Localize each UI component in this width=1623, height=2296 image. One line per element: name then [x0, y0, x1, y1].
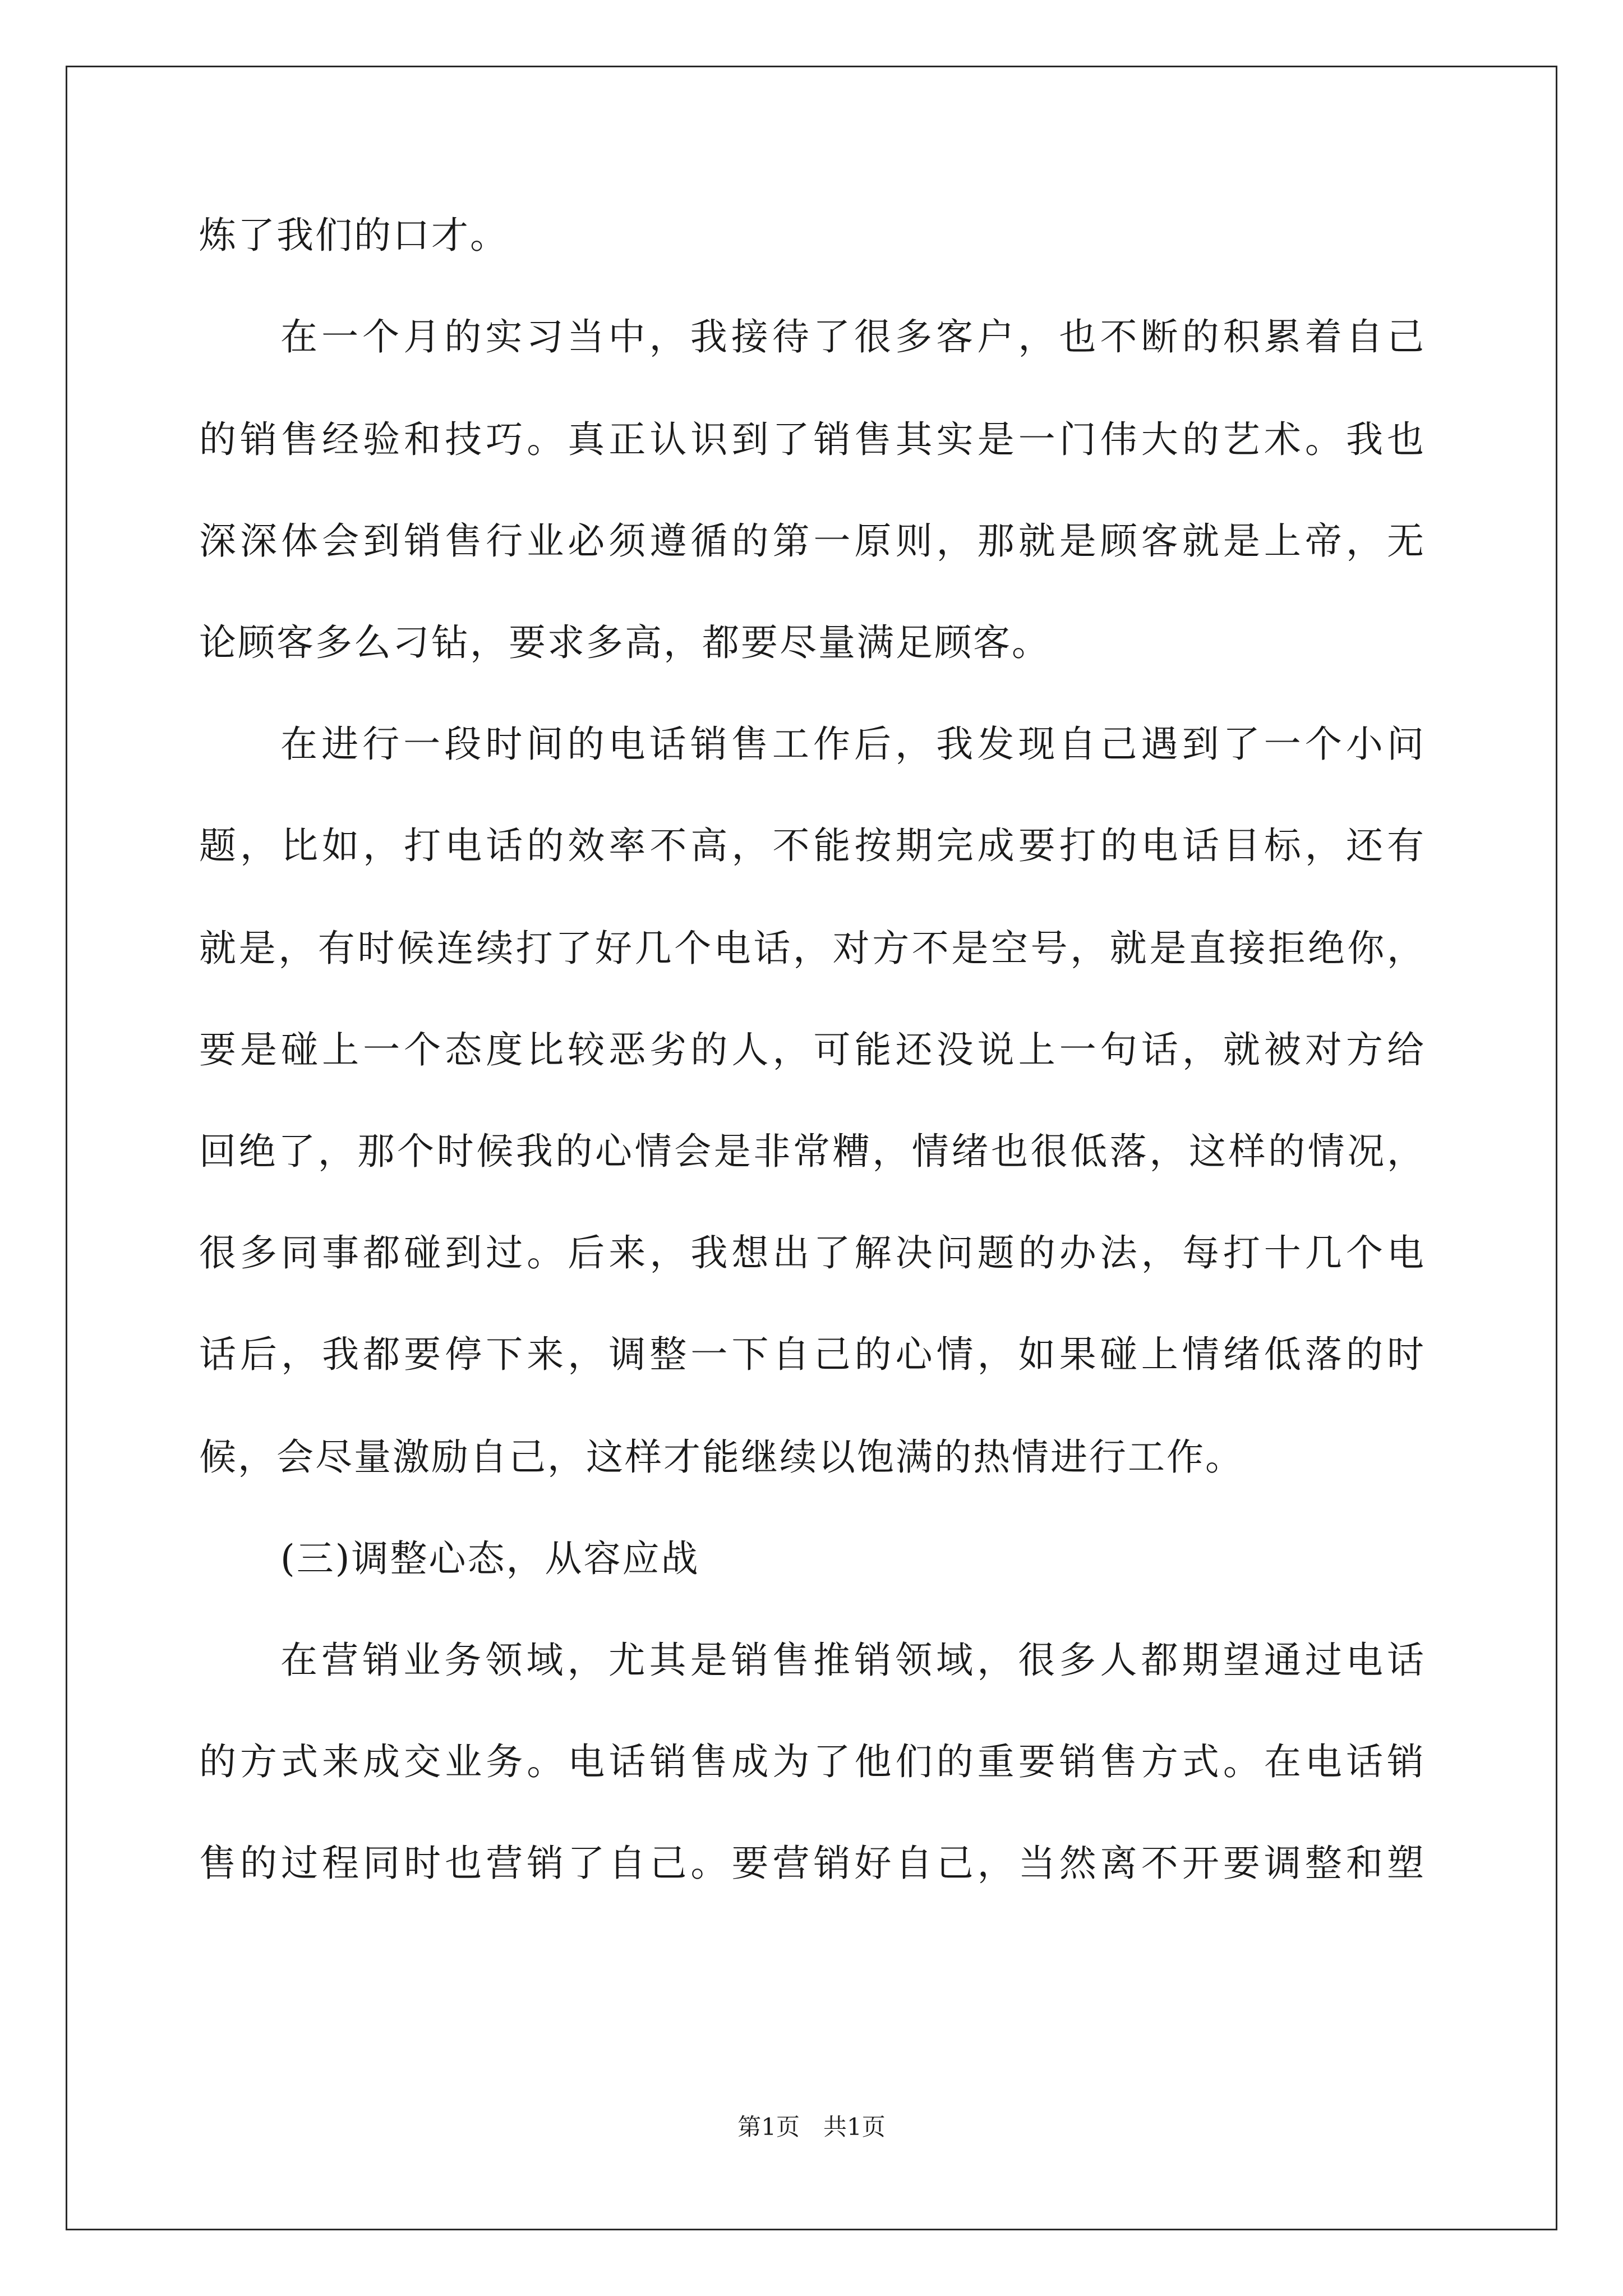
paragraph-start-line: 在营销业务领域，尤其是销售推销领域，很多人都期望通过电话 — [280, 1639, 1424, 1682]
paragraph-start-line: 在进行一段时间的电话销售工作后，我发现自己遇到了一个小问 — [280, 723, 1424, 766]
text-line: 深深体会到销售行业必须遵循的第一原则，那就是顾客就是上帝，无 — [199, 519, 1424, 563]
text-line: 候，会尽量激励自己，这样才能继续以饱满的热情进行工作。 — [199, 1435, 1244, 1479]
text-line: 要是碰上一个态度比较恶劣的人，可能还没说上一句话，就被对方给 — [199, 1028, 1424, 1071]
page-number-footer: 第1页 共1页 — [737, 2113, 886, 2141]
text-line: 售的过程同时也营销了自己。要营销好自己，当然离不开要调整和塑 — [199, 1842, 1424, 1885]
text-line: 的销售经验和技巧。真正认识到了销售其实是一门伟大的艺术。我也 — [199, 418, 1424, 461]
text-line: 回绝了，那个时候我的心情会是非常糟，情绪也很低落，这样的情况， — [199, 1130, 1424, 1173]
text-line: 就是，有时候连续打了好几个电话，对方不是空号，就是直接拒绝你， — [199, 927, 1424, 970]
text-line: 题，比如，打电话的效率不高，不能按期完成要打的电话目标，还有 — [199, 824, 1424, 867]
section-heading: (三)调整心态，从容应战 — [280, 1537, 700, 1580]
text-line: 的方式来成交业务。电话销售成为了他们的重要销售方式。在电话销 — [199, 1740, 1424, 1783]
paragraph-start-line: 在一个月的实习当中，我接待了很多客户，也不断的积累着自己 — [280, 315, 1424, 358]
text-line: 论顾客多么刁钻，要求多高，都要尽量满足顾客。 — [199, 621, 1050, 664]
text-line: 炼了我们的口才。 — [199, 214, 509, 257]
text-line: 很多同事都碰到过。后来，我想出了解决问题的办法，每打十几个电 — [199, 1231, 1424, 1274]
text-line: 话后，我都要停下来，调整一下自己的心情，如果碰上情绪低落的时 — [199, 1333, 1424, 1376]
